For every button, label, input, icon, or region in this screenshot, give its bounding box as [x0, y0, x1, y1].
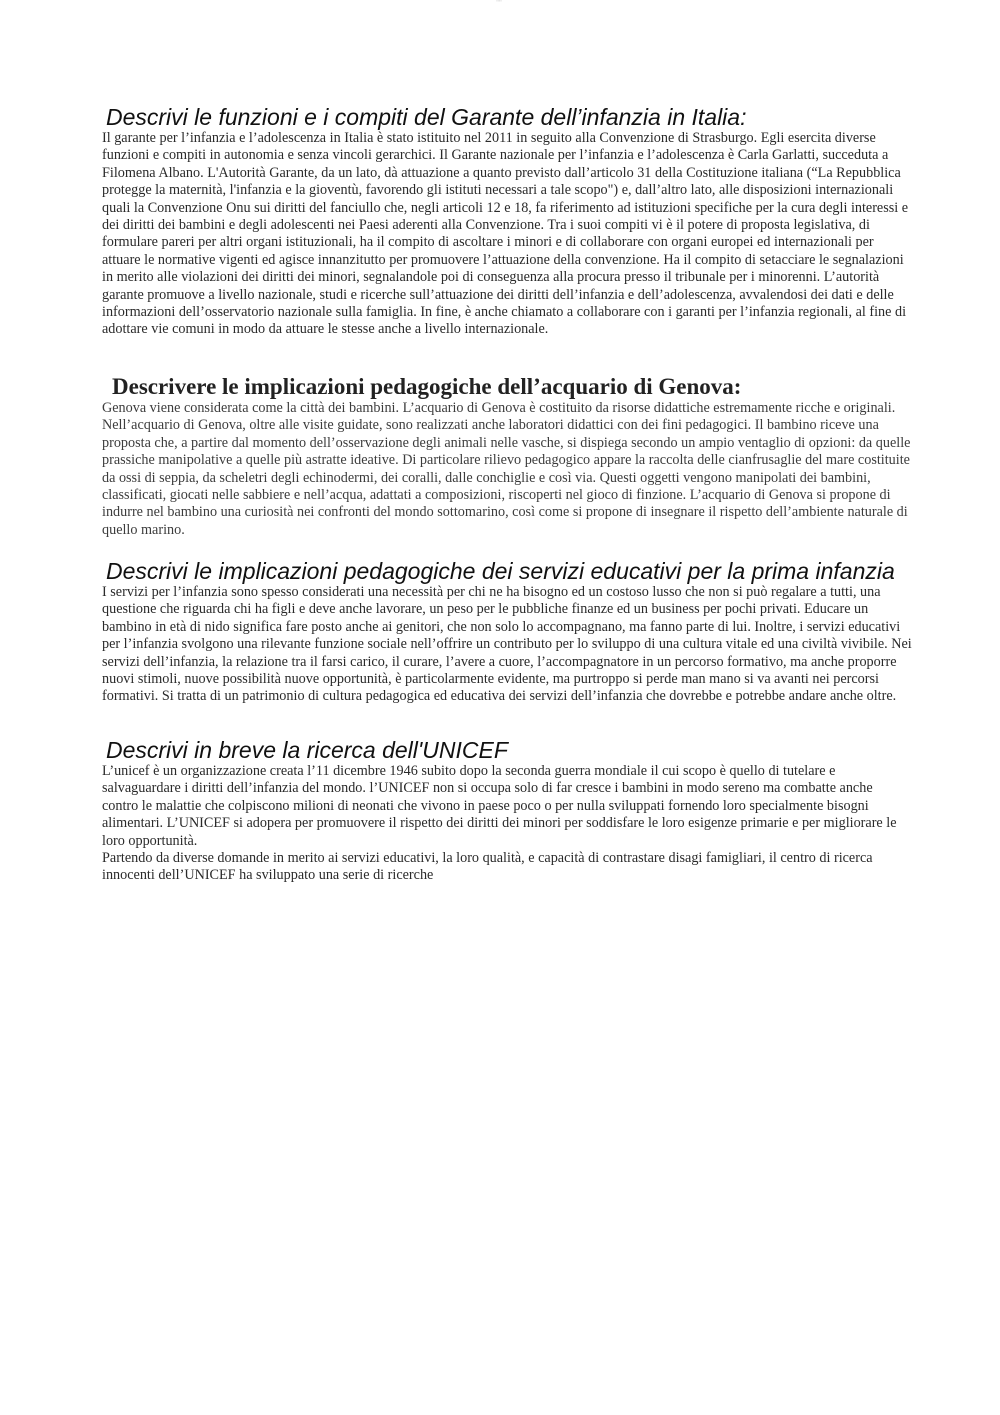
page-top-mark: ¡¡¡¡¡¡¡: [496, 0, 502, 2]
section-body: [102, 763, 912, 885]
section-garante: [102, 104, 912, 339]
section-heading: Descrivi le implicazioni pedagogiche dei servizi educativi per la prima infanzia: [106, 558, 895, 584]
section-heading: Descrivere le implicazioni pedagogiche dell’acquario di Genova:: [112, 374, 742, 399]
paragraph: Partendo da diverse domande in merito ai servizi educativi, la loro qualità, e capacità di contrastare disagi famigliari, il centro di ricerca innocenti dell’UNICEF ha sviluppato una serie di ricerche: [102, 850, 873, 884]
section-servizi-educativi: [102, 558, 912, 706]
section-body: [102, 400, 912, 539]
section-body: [102, 130, 912, 339]
section-unicef: [102, 737, 912, 885]
section-heading: Descrivi in breve la ricerca dell'UNICEF: [106, 737, 508, 763]
paragraph: L’unicef è un organizzazione creata l’11 dicembre 1946 subito dopo la seconda guerra mondiale il cui scopo è quello di tutelare e salvaguardare i diritti dell’infanzia del mondo. l’UNICEF non si occupa solo di far cresce i bambini in modo sereno ma combatte anche contro le malattie che colpiscono milioni di neonati che vivono in paese poco o per nulla sviluppati fornendo loro specialmente bisogni alimentari. L’UNICEF si adopera per promuovere il rispetto dei diritti dei minori per soddisfare le loro esigenze primarie e per migliorare le loro opportunità.: [102, 763, 897, 849]
paragraph: I servizi per l’infanzia sono spesso considerati una necessità per chi ne ha bisogno ed un costoso lusso che non si può regalare a tutti, una questione che riguarda chi ha figli e deve anche lavorare, un peso per le pubbliche finanze ed un business per pochi privati. Educare un bambino in età di nido significa fare posto anche ai genitori, che non solo lo accompagnano, ma fanno parte di lui. Inoltre, i servizi educativi per l’infanzia svolgono una rilevante funzione sociale nell’offrire un contributo per lo sviluppo di una cultura vitale ed una civiltà vivibile. Nei servizi dell’infanzia, la relazione tra il farsi carico, il curare, l’avere a cuore, l’accompagnatore in un percorso formativo, ma anche proporre nuovi stimoli, nuove possibilità nuove opportunità, è particolarmente evidente, ma purtroppo si perde man mano si va avanti nei percorsi formativi. Si tratta di un patrimonio di cultura pedagogica ed educativa dei servizi dell’infanzia che dovrebbe e potrebbe andare anche oltre.: [102, 584, 912, 705]
paragraph: Il garante per l’infanzia e l’adolescenza in Italia è stato istituito nel 2011 in seguito alla Convenzione di Strasburgo. Egli esercita diverse funzioni e compiti in autonomia e senza vincoli gerarchici. Il Garante nazionale per l’infanzia e l’adolescenza è Carla Garlatti, succeduta a Filomena Albano. L'Autorità Garante, da un lato, dà attuazione a quanto previsto dall’articolo 31 della Costituzione italiana (“La Repubblica protegge la maternità, l'infanzia e la gioventù, favorendo gli istituti necessari a tale scopo") e, dall’altro lato, alle disposizioni internazionali quali la Convenzione Onu sui diritti del fanciullo che, negli articoli 12 e 18, fa riferimento ad istituzioni specifiche per la cura degli interessi e dei diritti dei bambini e degli adolescenti nei Paesi aderenti alla Convenzione. Tra i suoi compiti vi è il potere di proposta legislativa, di formulare pareri per altri organi istituzionali, ha il compito di ascoltare i minori e di collaborare con organi europei ed internazionali per attuare le normative vigenti ed agisce innanzitutto per promuovere l’attuazione della convenzione. Ha il compito di setacciare le segnalazioni in merito alle violazioni dei diritti dei minori, segnalandole poi di conseguenza alla procura presso il tribunale per i minorenni. L’autorità garante promuove a livello nazionale, studi e ricerche sull’attuazione dei diritti dell’infanzia e dell’adolescenza, avvalendosi dei dati e delle informazioni dell’osservatorio nazionale sulla famiglia. In fine, è anche chiamato a collaborare con i garanti per l’infanzia regionali, al fine di adottare vie comuni in modo da attuare le stesse anche a livello internazionale.: [102, 130, 909, 338]
section-body: [102, 584, 912, 706]
section-heading: Descrivi le funzioni e i compiti del Garante dell’infanzia in Italia:: [106, 104, 747, 130]
paragraph: Genova viene considerata come la città dei bambini. L’acquario di Genova è costituito da risorse didattiche estremamente ricche e originali. Nell’acquario di Genova, oltre alle visite guidate, sono realizzati anche laboratori didattici con dei fini pedagogici. Il bambino riceve una proposta che, a partire dal momento dell’osservazione degli animali nelle vasche, si dispiega secondo un ampio ventaglio di opzioni: da quelle prassiche manipolative a quelle più astratte ideative. Di particolare rilievo pedagogico appare la raccolta delle cianfrusaglie del mare costituite da ossi di seppia, da scheletri degli echinodermi, dei coralli, dalle conchiglie e così via. Questi oggetti vengono manipolati dei bambini, classificati, giocati nelle sabbiere e nell’acqua, adattati a composizioni, riscoperti nel gioco di finzione. L’acquario di Genova si propone di indurre nel bambino una curiosità nei confronti del mondo sottomarino, così come si propone di insegnare il rispetto dell’ambiente naturale di quello marino.: [102, 400, 911, 538]
section-acquario: [102, 374, 912, 539]
